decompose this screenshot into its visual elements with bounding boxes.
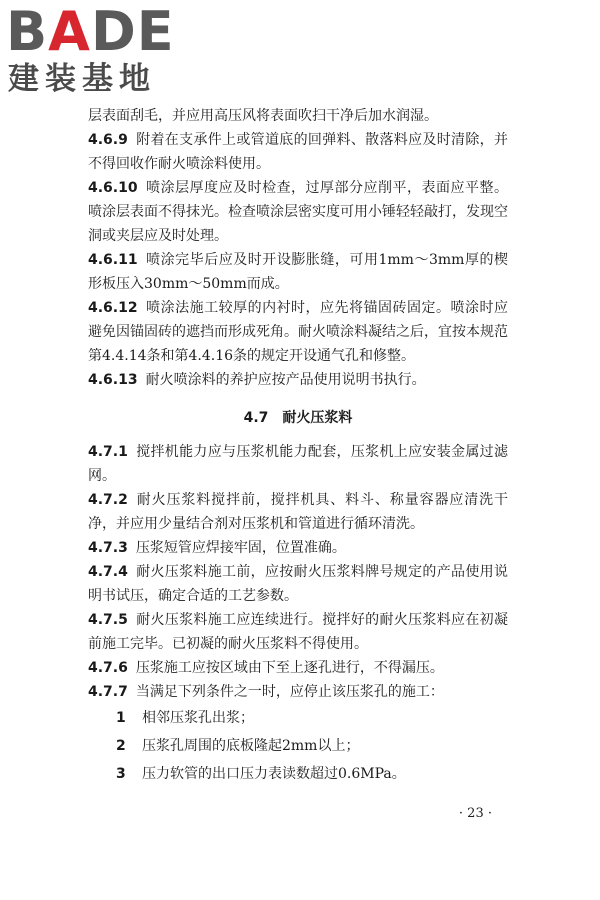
logo-wordmark: BADE [6,0,175,63]
clause-4-7-2: 4.7.2 耐火压浆料搅拌前，搅拌机具、料斗、称量容器应清洗干净，并应用少量结合剂对压浆机和管道进行循环清洗。 [88,492,508,532]
paragraph: 层表面刮毛，并应用高压风将表面吹扫干净后加水润湿。 [88,108,438,124]
clause-4-7-1: 4.7.1 搅拌机能力应与压浆机能力配套，压浆机上应安装金属过滤网。 [88,444,508,484]
list-item: 1 相邻压浆孔出浆； [116,710,254,726]
list-item: 3 压力软管的出口压力表读数超过0.6MPa。 [116,766,406,782]
clause-4-6-11: 4.6.11 喷涂完毕后应及时开设膨胀缝，可用1mm～3mm厚的楔形板压入30mm～50mm而成。 [88,252,508,292]
page-number: · 23 · [458,806,492,821]
clause-4-7-5: 4.7.5 耐火压浆料施工应连续进行。搅拌好的耐火压浆料应在初凝前施工完毕。已初凝的耐火压浆料不得使用。 [88,612,508,652]
clause-4-6-12: 4.6.12 喷涂法施工较厚的内衬时，应先将锚固砖固定。喷涂时应避免因锚固砖的遮挡而形成死角。耐火喷涂料凝结之后，宜按本规范第4.4.14条和第4.4.16条的规定开设通气孔和修整。 [88,300,508,364]
clause-4-6-13: 4.6.13 耐火喷涂料的养护应按产品使用说明书执行。 [88,372,426,388]
list-item: 2 压浆孔周围的底板隆起2mm以上； [116,738,360,754]
clause-4-6-10: 4.6.10 喷涂层厚度应及时检查，过厚部分应削平，表面应平整。喷涂层表面不得抹光。检查喷涂层密实度可用小锤轻轻敲打，发现空洞或夹层应及时处理。 [88,180,508,244]
clause-4-7-6: 4.7.6 压浆施工应按区域由下至上逐孔进行，不得漏压。 [88,660,444,676]
section-heading: 4.7 耐火压浆料 [243,410,353,426]
clause-4-6-9: 4.6.9 附着在支承件上或管道底的回弹料、散落料应及时清除，并不得回收作耐火喷涂料使用。 [88,132,508,172]
brand-logo [6,0,176,104]
logo-subtitle: 建装基地 [8,61,156,97]
document-body [88,104,508,788]
clause-4-7-7: 4.7.7 当满足下列条件之一时，应停止该压浆孔的施工： [88,684,444,700]
clause-4-7-4: 4.7.4 耐火压浆料施工前，应按耐火压浆料牌号规定的产品使用说明书试压，确定合适的工艺参数。 [88,564,508,604]
clause-4-7-3: 4.7.3 压浆短管应焊接牢固，位置准确。 [88,540,346,556]
